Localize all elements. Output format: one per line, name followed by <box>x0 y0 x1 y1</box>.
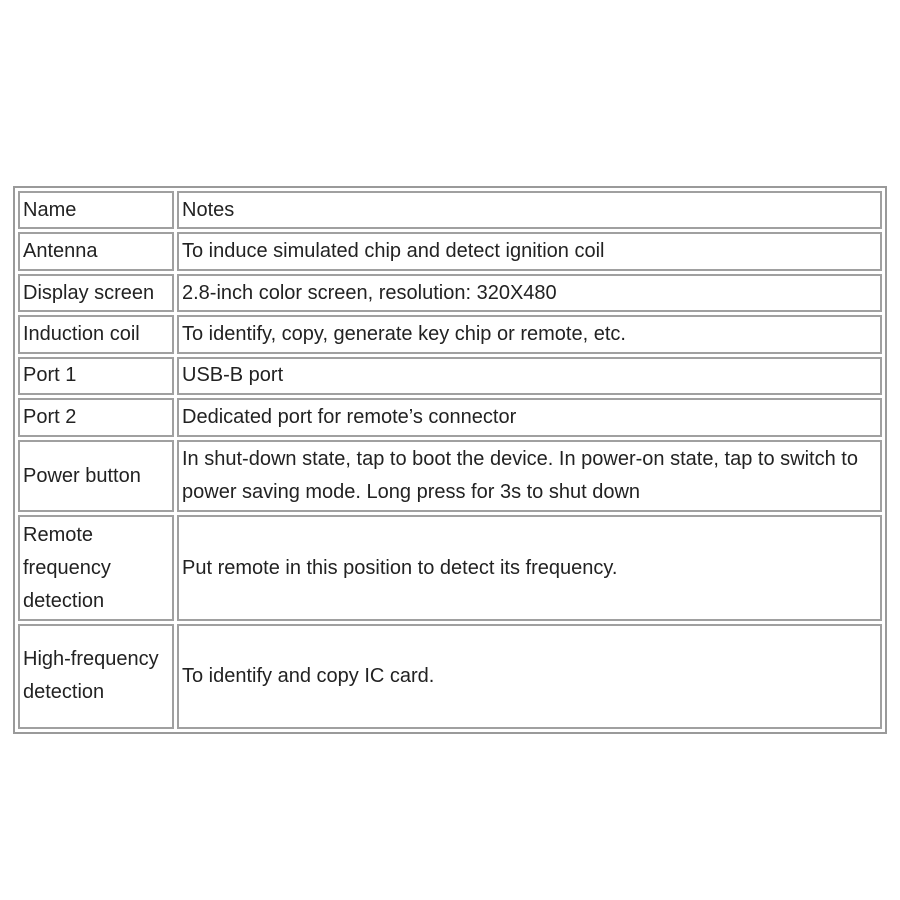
row-notes-cell: Dedicated port for remote’s connector <box>177 398 882 436</box>
row-notes-cell: In shut-down state, tap to boot the device. In power-on state, tap to switch to power saving mode. Long press for 3s to shut down <box>177 440 882 513</box>
row-name-cell: Display screen <box>18 274 174 312</box>
row-notes-cell: USB-B port <box>177 357 882 395</box>
row-name-cell: Antenna <box>18 232 174 270</box>
spec-table <box>15 188 885 732</box>
table-row <box>18 515 882 620</box>
row-notes-cell: Put remote in this position to detect its frequency. <box>177 515 882 620</box>
table-row <box>18 315 882 353</box>
table-row <box>18 440 882 513</box>
row-name-cell: Power button <box>18 440 174 513</box>
row-notes-cell: To identify, copy, generate key chip or remote, etc. <box>177 315 882 353</box>
table-row <box>18 232 882 270</box>
table-row <box>18 357 882 395</box>
header-name-cell: Name <box>18 191 174 229</box>
row-notes-cell: 2.8-inch color screen, resolution: 320X480 <box>177 274 882 312</box>
table-row <box>18 274 882 312</box>
spec-table-container <box>13 186 887 734</box>
row-notes-cell: To induce simulated chip and detect ignition coil <box>177 232 882 270</box>
header-notes-cell: Notes <box>177 191 882 229</box>
row-name-cell: Remote frequency detection <box>18 515 174 620</box>
table-row <box>18 398 882 436</box>
table-header-row <box>18 191 882 229</box>
row-name-cell: High-frequency detection <box>18 624 174 729</box>
row-notes-cell: To identify and copy IC card. <box>177 624 882 729</box>
row-name-cell: Induction coil <box>18 315 174 353</box>
row-name-cell: Port 2 <box>18 398 174 436</box>
row-name-cell: Port 1 <box>18 357 174 395</box>
table-row <box>18 624 882 729</box>
